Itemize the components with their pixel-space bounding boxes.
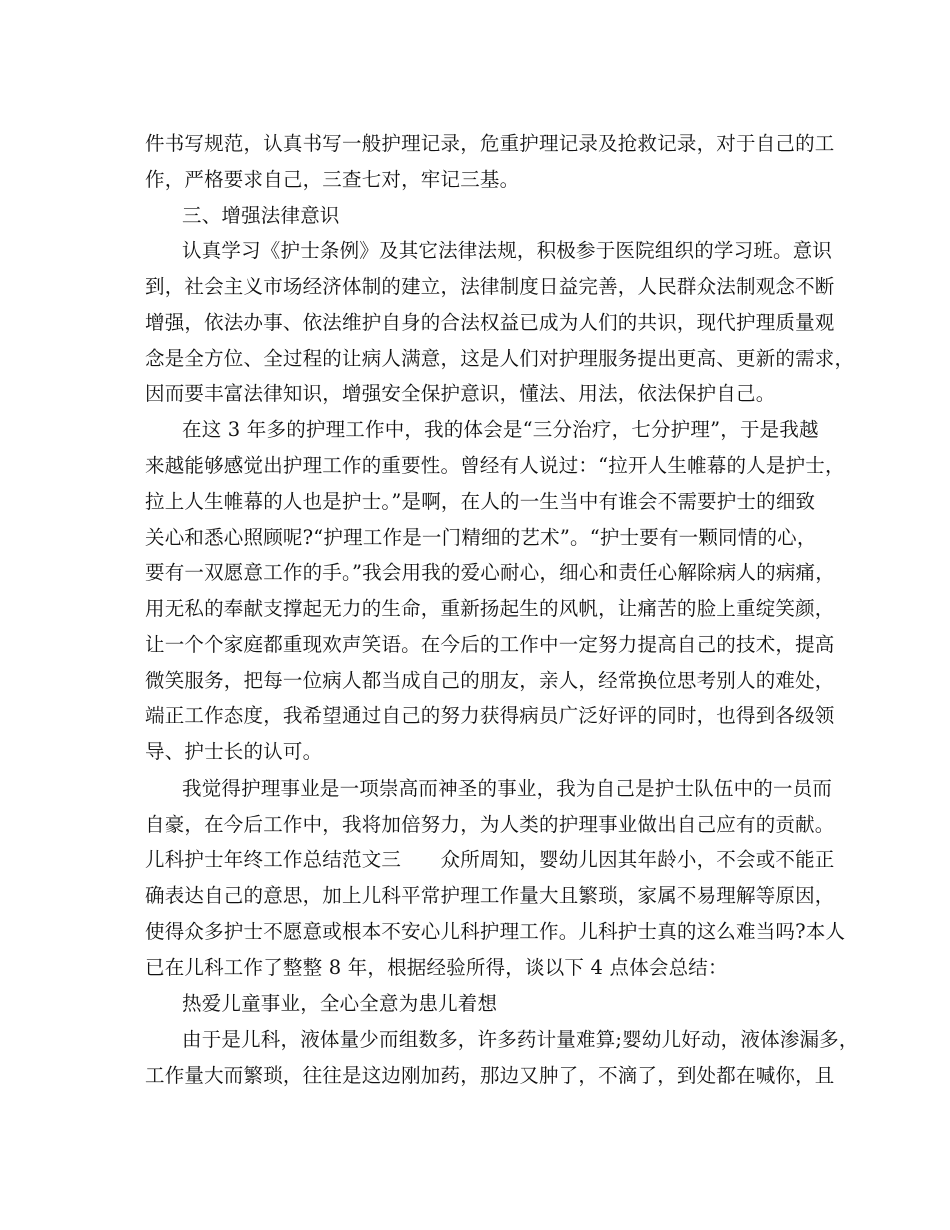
text-line: 件书写规范，认真书写一般护理记录，危重护理记录及抢救记录，对于自己的工 [145,132,835,155]
text-line: 儿科护士年终工作总结范文三 众所周知，婴幼儿因其年龄小，不会或不能正 [145,848,835,871]
text-line: 使得众多护士不愿意或根本不安心儿科护理工作。儿科护士真的这么难当吗?本人 [145,920,846,943]
text-line: 拉上人生帷幕的人也是护士。”是啊，在人的一生当中有谁会不需要护士的细致 [145,490,816,513]
text-line: 认真学习《护士条例》及其它法律法规，积极参于医院组织的学习班。意识 [182,239,833,262]
text-line: 关心和悉心照顾呢?“护理工作是一门精细的艺术”。“护士要有一颗同情的心， [145,526,817,549]
text-line: 在这 3 年多的护理工作中，我的体会是“三分治疗，七分护理”，于是我越 [182,418,819,441]
text-line: 工作量大而繁琐，往往是这边刚加药，那边又肿了，不滴了，到处都在喊你，且 [145,1064,835,1087]
text-line: 导、护士长的认可。 [145,740,323,763]
text-line: 微笑服务，把每一位病人都当成自己的朋友，亲人，经常换位思考别人的难处， [145,669,835,692]
text-line: 因而要丰富法律知识，增强安全保护意识，懂法、用法，依法保护自己。 [145,382,776,405]
text-line: 增强，依法办事、依法维护自身的合法权益已成为人们的共识，现代护理质量观 [145,311,835,334]
section-heading: 热爱儿童事业，全心全意为患儿着想 [182,992,498,1015]
text-line: 用无私的奉献支撑起无力的生命，重新扬起生的风帆，让痛苦的脸上重绽笑颜， [145,597,835,620]
text-line: 已在儿科工作了整整 8 年，根据经验所得，谈以下 4 点体会总结： [145,956,728,979]
section-heading: 三、增强法律意识 [182,204,340,227]
text-line: 端正工作态度，我希望通过自己的努力获得病员广泛好评的同时，也得到各级领 [145,704,835,727]
text-line: 要有一双愿意工作的手。”我会用我的爱心耐心，细心和责任心解除病人的病痛， [145,561,835,584]
text-line: 到，社会主义市场经济体制的建立，法律制度日益完善，人民群众法制观念不断 [145,275,835,298]
text-line: 让一个个家庭都重现欢声笑语。在今后的工作中一定努力提高自己的技术，提高 [145,633,835,656]
text-line: 确表达自己的意思，加上儿科平常护理工作量大且繁琐，家属不易理解等原因， [145,884,835,907]
text-line: 我觉得护理事业是一项崇高而神圣的事业，我为自己是护士队伍中的一员而 [182,777,833,800]
text-line: 念是全方位、全过程的让病人满意，这是人们对护理服务提出更高、更新的需求， [145,347,855,370]
text-line: 自豪，在今后工作中，我将加倍努力，为人类的护理事业做出自己应有的贡献。 [145,813,835,836]
text-line: 来越能够感觉出护理工作的重要性。曾经有人说过：“拉开人生帷幕的人是护士， [145,454,845,477]
text-line: 由于是儿科，液体量少而组数多，许多药计量难算;婴幼儿好动，液体渗漏多， [182,1028,859,1051]
text-line: 作，严格要求自己，三查七对，牢记三基。 [145,168,520,191]
